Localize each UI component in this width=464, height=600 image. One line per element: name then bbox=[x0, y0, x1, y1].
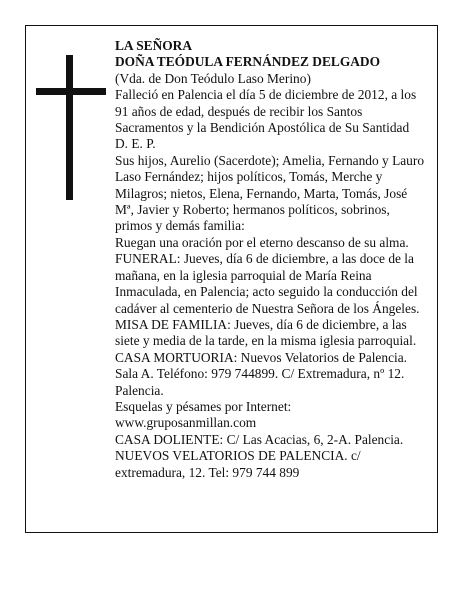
funeral-info: FUNERAL: Jueves, día 6 de diciembre, a las doce de la mañana, en la iglesia parroquial de María Reina Inmaculada, en Palencia; acto seguido la conducción del cadáver al cementerio de Nuestra Señora de los Ángeles. bbox=[115, 251, 420, 316]
family-list: Sus hijos, Aurelio (Sacerdote); Amelia, Fernando y Lauro Laso Fernández; hijos políticos, Tomás, Merche y Milagros; nietos, Elena, Fernando, Marta, Tomás, José Mª, Javier y Roberto; hermanos políticos, sobrinos, primos y demás familia: bbox=[115, 152, 425, 234]
death-info: Falleció en Palencia el día 5 de diciembre de 2012, a los 91 años de edad, después de recibir los Santos Sacramentos y la Bendición Apostólica de Su Santidad bbox=[115, 87, 417, 136]
cross-horizontal-bar bbox=[36, 88, 106, 95]
obituary-text bbox=[115, 38, 427, 481]
widow-of-line: (Vda. de Don Teódulo Laso Merino) bbox=[115, 70, 311, 86]
prayer-request: Ruegan una oración por el eterno descanso de su alma. bbox=[115, 234, 409, 250]
mourning-house-info: CASA DOLIENTE: C/ Las Acacias, 6, 2-A. Palencia. bbox=[115, 431, 404, 447]
rip-line: D. E. P. bbox=[115, 136, 156, 152]
condolences-info: Esquelas y pésames por Internet: www.gruposanmillan.com bbox=[115, 398, 292, 431]
cross-vertical-bar bbox=[66, 55, 73, 200]
cross-icon bbox=[36, 55, 106, 200]
notice-title: LA SEÑORA bbox=[115, 38, 193, 53]
deceased-name: DOÑA TEÓDULA FERNÁNDEZ DELGADO bbox=[115, 54, 380, 70]
velatorios-info: NUEVOS VELATORIOS DE PALENCIA. c/ extremadura, 12. Tel: 979 744 899 bbox=[115, 448, 361, 480]
family-mass-info: MISA DE FAMILIA: Jueves, día 6 de diciembre, a las siete y media de la tarde, en la misma iglesia parroquial. bbox=[115, 316, 417, 349]
funeral-home-info: CASA MORTUORIA: Nuevos Velatorios de Palencia. Sala A. Teléfono: 979 744899. C/ Extremadura, nº 12. Palencia. bbox=[115, 349, 408, 398]
